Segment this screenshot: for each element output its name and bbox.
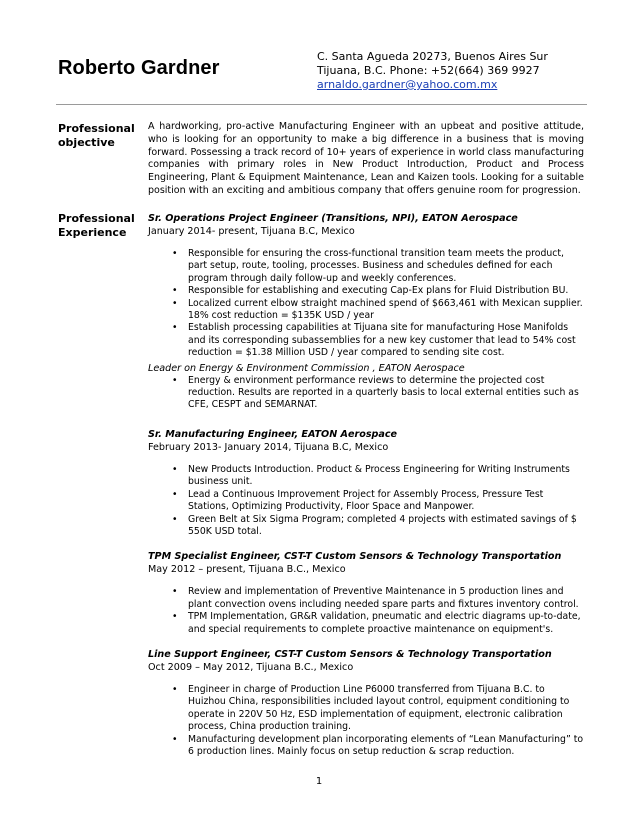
job-title: TPM Specialist Engineer, CST-T Custom Sensors & Technology Transportation <box>148 551 562 563</box>
objective-label <box>58 122 135 150</box>
job-date: January 2014- present, Tijuana B.C, Mexico <box>148 226 355 237</box>
job-title: Sr. Manufacturing Engineer, EATON Aerospace <box>148 428 398 440</box>
bullet-icon: • <box>172 297 178 309</box>
bullet-icon: • <box>172 683 178 695</box>
contact-block <box>317 50 548 92</box>
list-item <box>148 248 584 285</box>
bullet-text: Responsible for establishing and executing Cap-Ex plans for Fluid Distribution BU. <box>188 285 569 297</box>
bullet-text: Localized current elbow straight machined spend of $663,461 with Mexican supplier. 18% cost reduction = $135K USD / year <box>188 297 583 322</box>
list-item <box>148 464 584 489</box>
job-bullets <box>148 586 584 636</box>
list-item <box>148 734 584 759</box>
bullet-text: TPM Implementation, GR&R validation, pneumatic and electric diagrams up-to-date, and special requirements to complete proactive maintenance on equipment's. <box>188 611 581 635</box>
bullet-text: Green Belt at Six Sigma Program; completed 4 projects with estimated savings of $ 550K USD total. <box>188 513 577 537</box>
job-title: Sr. Operations Project Engineer (Transitions, NPI), EATON Aerospace <box>148 213 518 224</box>
bullet-text: Engineer in charge of Production Line P6000 transferred from Tijuana B.C. to Huizhou China, responsibilities included layout control, equipment conditioning to operate in 220V 50 Hz, ESD implementation of equipment, electronic calibration process, China production training. <box>188 683 570 733</box>
bullet-icon: • <box>172 513 178 525</box>
list-item <box>148 684 584 734</box>
bullet-icon: • <box>172 488 178 500</box>
list-item <box>148 285 584 297</box>
objective-label-line-2: objective <box>58 136 115 149</box>
job-entry <box>148 648 584 758</box>
bullet-icon: • <box>172 463 178 475</box>
job-sub-bullets <box>148 375 584 412</box>
objective-label-line-1: Professional <box>58 122 135 135</box>
list-item <box>148 298 584 323</box>
experience-label-line-2: Experience <box>58 226 127 239</box>
bullet-icon: • <box>172 248 178 259</box>
job-title: Line Support Engineer, CST-T Custom Sensors & Technology Transportation <box>148 648 552 660</box>
bullet-icon: • <box>172 374 178 386</box>
bullet-text: New Products Introduction. Product & Process Engineering for Writing Instruments business unit. <box>188 463 570 488</box>
job-subtitle: Leader on Energy & Environment Commission , EATON Aerospace <box>148 362 465 374</box>
list-item <box>148 489 584 514</box>
bullet-text: Review and implementation of Preventive Maintenance in 5 production lines and plant convection ovens including needed spare parts and fixtures inventory control. <box>188 586 579 610</box>
page-number: 1 <box>315 776 323 787</box>
list-item <box>148 611 584 636</box>
job-bullets <box>148 464 584 538</box>
list-item <box>148 514 584 539</box>
address-line-2: Tijuana, B.C. Phone: +52(664) 369 9927 <box>317 64 540 77</box>
bullet-icon: • <box>172 586 178 598</box>
objective-text: A hardworking, pro-active Manufacturing Engineer with an upbeat and positive attitude, who is looking for an opportunity to make a big difference in a business that is moving forward. Possessing a track record of 10+ years of experience in world class manufacturing companies with primary roles in New Product Introduction, Product and Process Engineering, Plant & Equipment Maintenance, Lean and Kaizen tools. Looking for a suitable position with an exciting and ambitious company that offers genuine room for progression. <box>148 121 584 196</box>
job-bullets <box>148 248 584 360</box>
bullet-text: Manufacturing development plan incorporating elements of “Lean Manufacturing” to 6 production lines. Mainly focus on setup reduction & scrap reduction. <box>188 733 584 757</box>
job-date: Oct 2009 – May 2012, Tijuana B.C., Mexico <box>148 661 354 673</box>
list-item <box>148 375 584 412</box>
address-line-1: C. Santa Agueda 20273, Buenos Aires Sur <box>317 50 548 63</box>
header-divider <box>56 104 587 105</box>
job-entry <box>148 428 584 538</box>
bullet-text: Establish processing capabilities at Tijuana site for manufacturing Hose Manifolds and its corresponding subassemblies for a new key customer that lead to 54% cost reduction = $1.38 Million USD / year compared to sending site cost. <box>188 322 576 359</box>
experience-label-line-1: Professional <box>58 212 135 225</box>
bullet-icon: • <box>172 733 178 745</box>
job-date: May 2012 – present, Tijuana B.C., Mexico <box>148 564 346 576</box>
list-item <box>148 586 584 611</box>
bullet-text: Energy & environment performance reviews to determine the projected cost reduction. Results are reported in a quarterly basis to local external entities such as CFE, CESPT and SEMARNAT. <box>188 374 579 411</box>
experience-section <box>148 212 584 758</box>
bullet-icon: • <box>172 285 178 297</box>
bullet-text: Responsible for ensuring the cross-functional transition team meets the product, part setup, route, tooling, processes. Business and schedules defined for each program through daily follow-up and weekly conferences. <box>188 248 564 284</box>
email-link[interactable]: arnaldo.gardner@yahoo.com.mx <box>317 78 498 91</box>
job-entry <box>148 212 584 412</box>
bullet-icon: • <box>172 322 178 334</box>
bullet-icon: • <box>172 611 178 623</box>
bullet-text: Lead a Continuous Improvement Project for Assembly Process, Pressure Test Stations, Optimizing Productivity, Floor Space and Manpower. <box>188 488 544 513</box>
job-entry <box>148 550 584 636</box>
job-bullets <box>148 684 584 758</box>
list-item <box>148 322 584 359</box>
experience-label <box>58 212 135 240</box>
job-date: February 2013- January 2014, Tijuana B.C, Mexico <box>148 441 389 453</box>
candidate-name: Roberto Gardner <box>58 57 220 79</box>
